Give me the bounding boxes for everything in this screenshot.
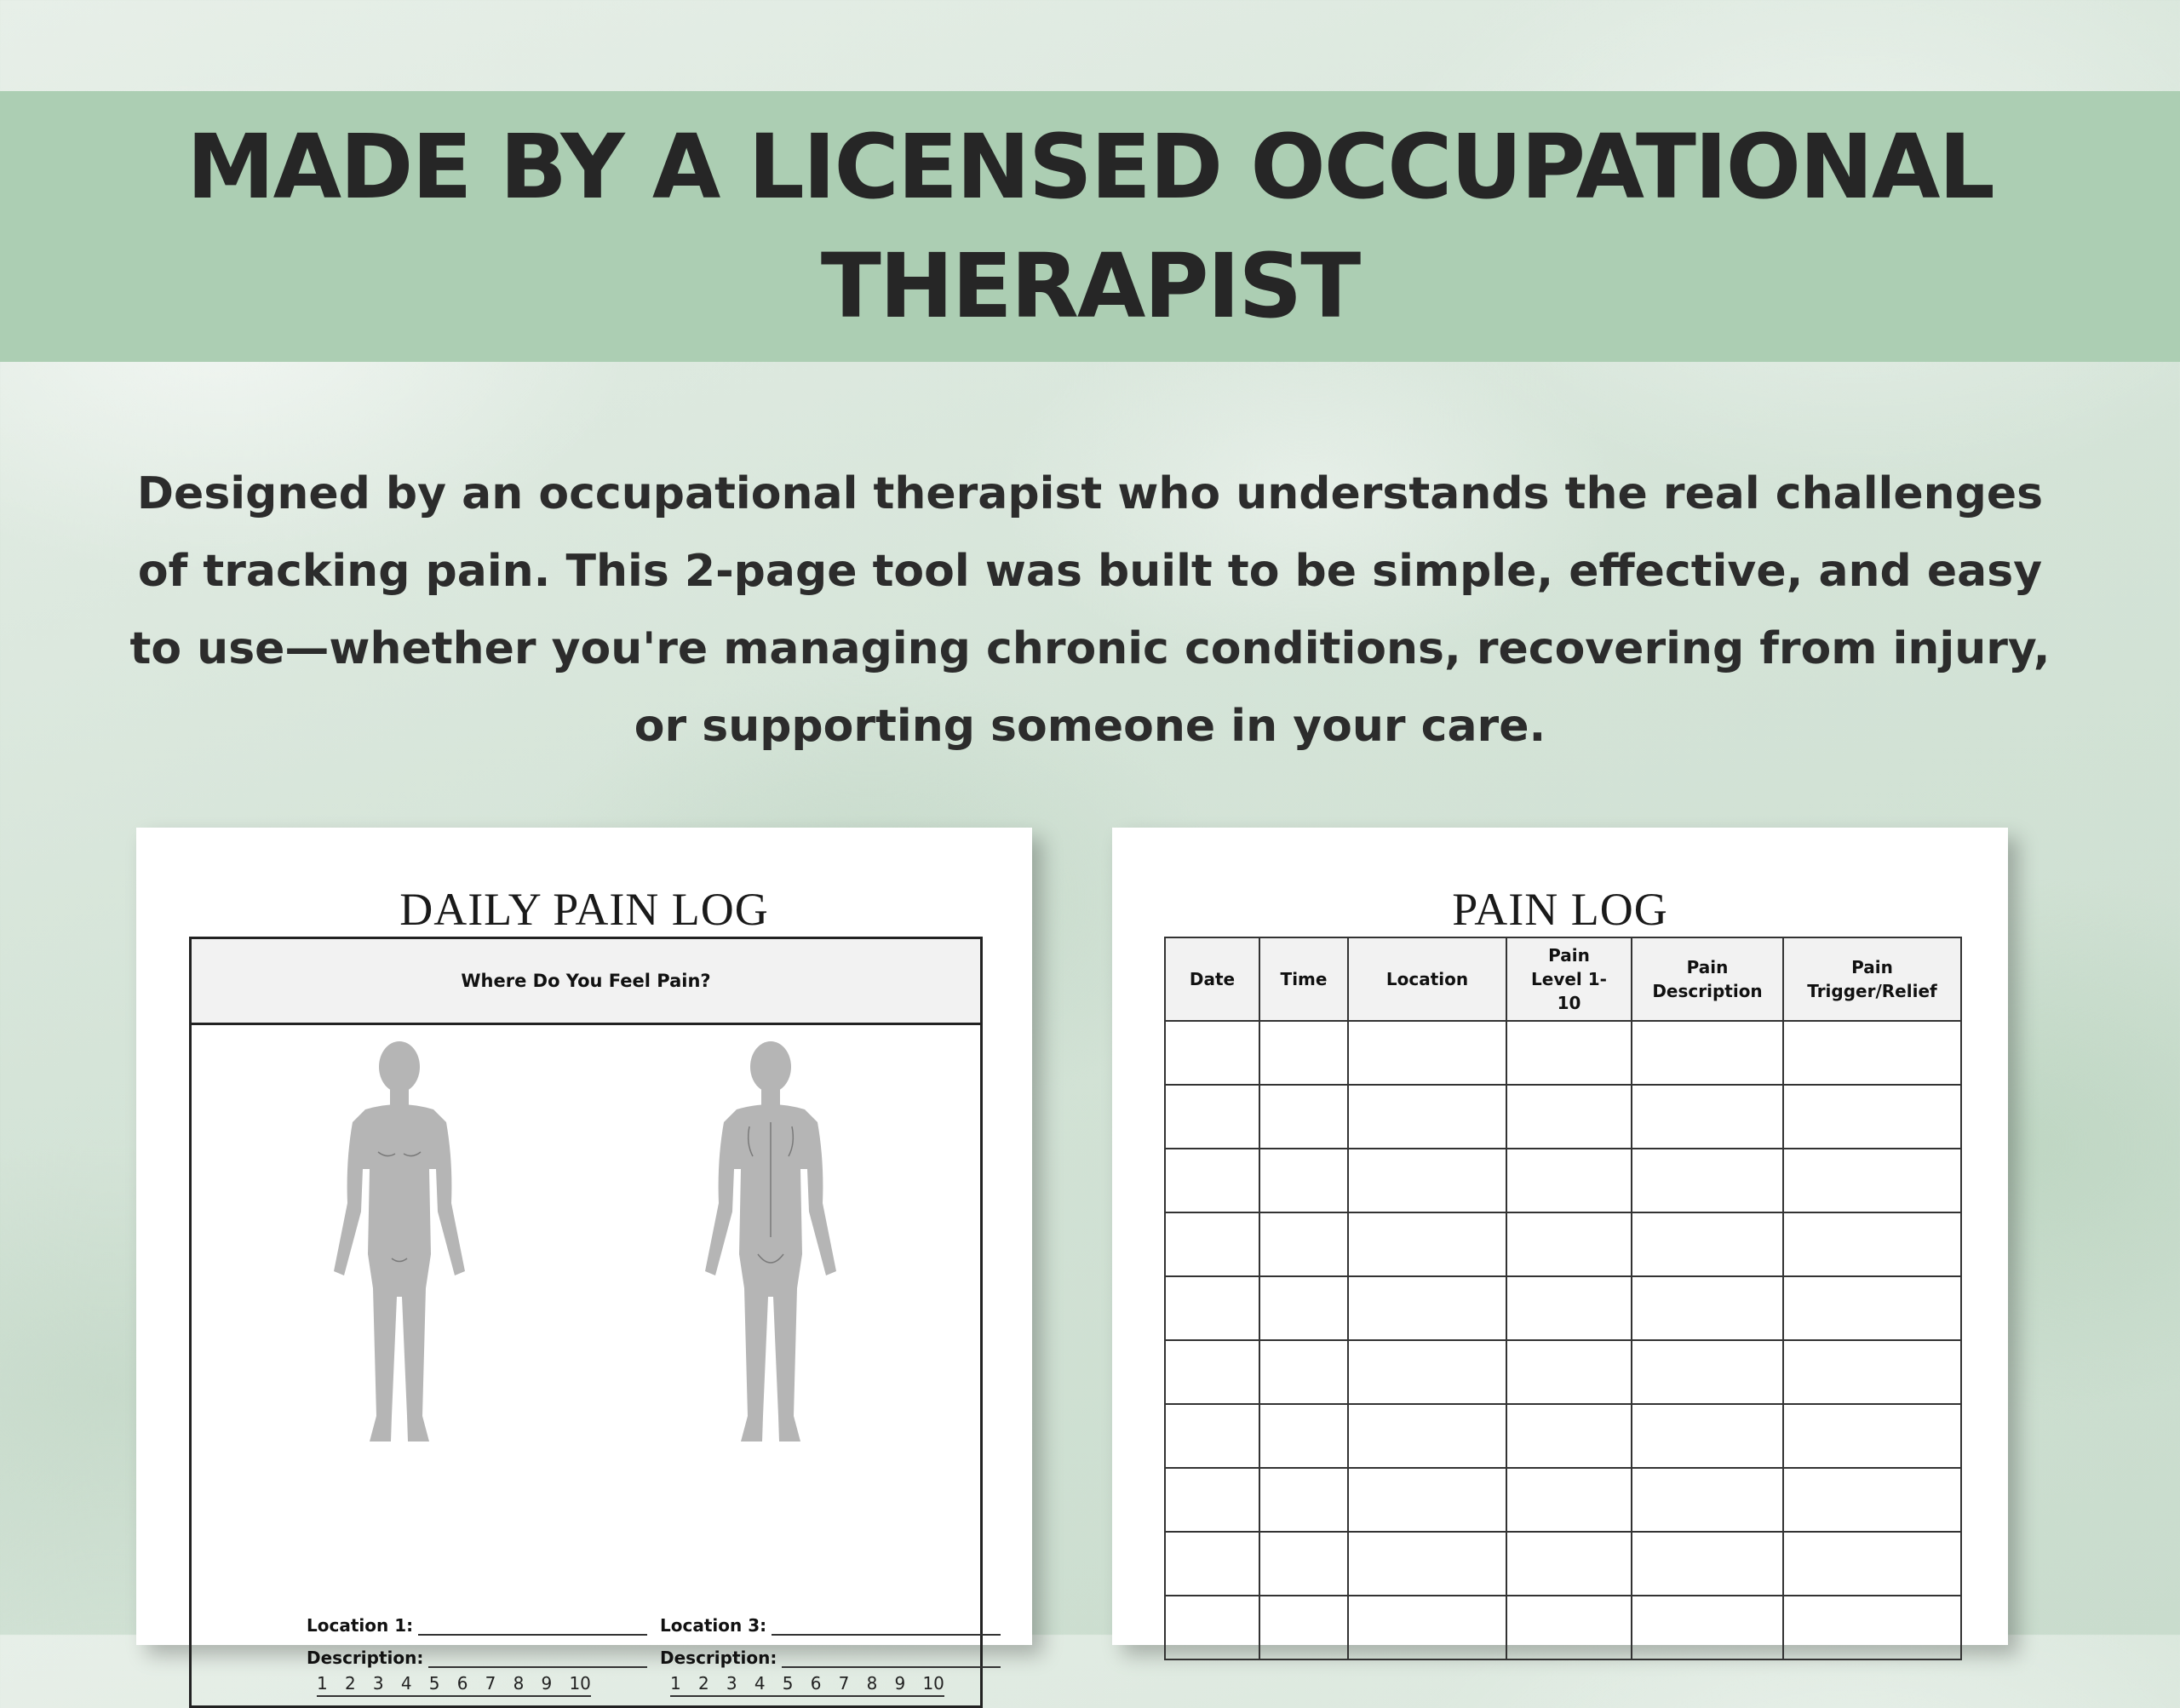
table-cell[interactable] bbox=[1165, 1404, 1259, 1468]
table-cell[interactable] bbox=[1632, 1212, 1783, 1276]
table-row bbox=[1165, 1149, 1961, 1212]
pain-scale-1[interactable] bbox=[317, 1673, 591, 1697]
table-row bbox=[1165, 1596, 1961, 1659]
body-front-icon bbox=[318, 1041, 480, 1450]
scale-value: 10 bbox=[922, 1673, 944, 1694]
table-cell[interactable] bbox=[1165, 1340, 1259, 1404]
banner-title: MADE BY A LICENSED OCCUPATIONAL THERAPIST bbox=[186, 115, 1994, 338]
table-cell[interactable] bbox=[1632, 1021, 1783, 1085]
table-cell[interactable] bbox=[1783, 1085, 1961, 1149]
table-cell[interactable] bbox=[1506, 1532, 1632, 1596]
table-cell[interactable] bbox=[1165, 1468, 1259, 1532]
table-cell[interactable] bbox=[1165, 1212, 1259, 1276]
table-cell[interactable] bbox=[1783, 1340, 1961, 1404]
column-header bbox=[1632, 937, 1783, 1021]
table-cell[interactable] bbox=[1348, 1340, 1506, 1404]
table-cell[interactable] bbox=[1783, 1212, 1961, 1276]
table-cell[interactable] bbox=[1165, 1276, 1259, 1340]
table-cell[interactable] bbox=[1783, 1021, 1961, 1085]
scale-value: 3 bbox=[372, 1673, 384, 1694]
table-cell[interactable] bbox=[1348, 1085, 1506, 1149]
table-cell[interactable] bbox=[1348, 1468, 1506, 1532]
table-cell[interactable] bbox=[1259, 1596, 1348, 1659]
scale-value: 2 bbox=[697, 1673, 709, 1694]
scale-value: 8 bbox=[866, 1673, 878, 1694]
table-cell[interactable] bbox=[1259, 1085, 1348, 1149]
table-cell[interactable] bbox=[1506, 1468, 1632, 1532]
table-cell[interactable] bbox=[1165, 1596, 1259, 1659]
scale-value: 4 bbox=[400, 1673, 412, 1694]
table-cell[interactable] bbox=[1506, 1149, 1632, 1212]
intro-paragraph: Designed by an occupational therapist who understands the real challenges of tracking pain. This 2-page tool was built to be simple, effective, and easy to use—whether you're managing chronic conditions, recovering from injury, or supporting someone in your care. bbox=[129, 468, 2051, 752]
pain-log-sheet bbox=[1112, 828, 2008, 1645]
column-header: Date bbox=[1165, 937, 1259, 1021]
table-cell[interactable] bbox=[1259, 1212, 1348, 1276]
table-cell[interactable] bbox=[1348, 1021, 1506, 1085]
table-row bbox=[1165, 1021, 1961, 1085]
table-cell[interactable] bbox=[1259, 1468, 1348, 1532]
table-cell[interactable] bbox=[1783, 1532, 1961, 1596]
pain-log-title: PAIN LOG bbox=[1452, 884, 1668, 935]
scale-value: 1 bbox=[317, 1673, 328, 1694]
table-row bbox=[1165, 1404, 1961, 1468]
table-cell[interactable] bbox=[1165, 1532, 1259, 1596]
table-cell[interactable] bbox=[1348, 1404, 1506, 1468]
column-header: Location bbox=[1348, 937, 1506, 1021]
description-1-field[interactable] bbox=[428, 1646, 647, 1668]
table-cell[interactable] bbox=[1506, 1085, 1632, 1149]
column-header-text: Pain Description bbox=[1652, 957, 1763, 1001]
table-cell[interactable] bbox=[1632, 1149, 1783, 1212]
daily-pain-log-sheet bbox=[136, 828, 1032, 1694]
table-cell[interactable] bbox=[1348, 1149, 1506, 1212]
table-cell[interactable] bbox=[1783, 1596, 1961, 1659]
table-cell[interactable] bbox=[1259, 1021, 1348, 1085]
table-cell[interactable] bbox=[1506, 1276, 1632, 1340]
table-header-row bbox=[1165, 937, 1961, 1021]
scale-value: 7 bbox=[838, 1673, 850, 1694]
table-cell[interactable] bbox=[1348, 1596, 1506, 1659]
table-cell[interactable] bbox=[1165, 1149, 1259, 1212]
table-cell[interactable] bbox=[1783, 1276, 1961, 1340]
scale-value: 5 bbox=[782, 1673, 794, 1694]
description-3-field[interactable] bbox=[782, 1646, 1001, 1668]
table-cell[interactable] bbox=[1259, 1532, 1348, 1596]
table-cell[interactable] bbox=[1783, 1404, 1961, 1468]
scale-value: 9 bbox=[894, 1673, 906, 1694]
scale-value: 6 bbox=[456, 1673, 468, 1694]
table-row bbox=[1165, 1085, 1961, 1149]
table-cell[interactable] bbox=[1632, 1085, 1783, 1149]
location-3-label: Location 3: bbox=[660, 1615, 767, 1636]
location-3-field[interactable] bbox=[772, 1613, 1001, 1636]
scale-value: 3 bbox=[726, 1673, 737, 1694]
table-cell[interactable] bbox=[1506, 1340, 1632, 1404]
scale-value: 10 bbox=[569, 1673, 591, 1694]
table-row bbox=[1165, 1532, 1961, 1596]
scale-value: 2 bbox=[344, 1673, 356, 1694]
scale-value: 4 bbox=[754, 1673, 766, 1694]
scale-value: 5 bbox=[428, 1673, 440, 1694]
table-cell[interactable] bbox=[1506, 1404, 1632, 1468]
pain-log-table bbox=[1164, 937, 1962, 1660]
column-header bbox=[1783, 937, 1961, 1021]
table-cell[interactable] bbox=[1348, 1212, 1506, 1276]
table-cell[interactable] bbox=[1165, 1021, 1259, 1085]
table-cell[interactable] bbox=[1259, 1149, 1348, 1212]
scale-value: 9 bbox=[541, 1673, 553, 1694]
table-cell[interactable] bbox=[1632, 1276, 1783, 1340]
body-map-header: Where Do You Feel Pain? bbox=[192, 939, 980, 1025]
scale-value: 7 bbox=[485, 1673, 496, 1694]
scale-value: 6 bbox=[810, 1673, 822, 1694]
column-header-text: Pain Trigger/Relief bbox=[1807, 957, 1937, 1001]
table-cell[interactable] bbox=[1259, 1340, 1348, 1404]
pain-scale-3[interactable] bbox=[670, 1673, 944, 1697]
scale-value: 8 bbox=[513, 1673, 525, 1694]
table-row bbox=[1165, 1340, 1961, 1404]
column-header bbox=[1506, 937, 1632, 1021]
table-cell[interactable] bbox=[1632, 1340, 1783, 1404]
header-banner bbox=[0, 91, 2180, 362]
table-row bbox=[1165, 1468, 1961, 1532]
pain-log-body bbox=[1165, 1021, 1961, 1659]
description-3-label: Description: bbox=[660, 1648, 777, 1668]
column-header-text: Pain Level 1-10 bbox=[1531, 945, 1607, 1013]
scale-value: 1 bbox=[670, 1673, 681, 1694]
column-header: Time bbox=[1259, 937, 1348, 1021]
table-cell[interactable] bbox=[1783, 1468, 1961, 1532]
table-cell[interactable] bbox=[1632, 1596, 1783, 1659]
table-cell[interactable] bbox=[1506, 1021, 1632, 1085]
table-cell[interactable] bbox=[1632, 1468, 1783, 1532]
table-cell[interactable] bbox=[1632, 1532, 1783, 1596]
table-cell[interactable] bbox=[1348, 1532, 1506, 1596]
daily-pain-log-title: DAILY PAIN LOG bbox=[399, 884, 769, 935]
table-cell[interactable] bbox=[1506, 1212, 1632, 1276]
location-3-block bbox=[660, 1603, 1001, 1697]
table-cell[interactable] bbox=[1165, 1085, 1259, 1149]
location-1-block bbox=[307, 1603, 647, 1697]
body-back-icon bbox=[690, 1041, 852, 1450]
table-cell[interactable] bbox=[1259, 1404, 1348, 1468]
table-row bbox=[1165, 1276, 1961, 1340]
table-cell[interactable] bbox=[1348, 1276, 1506, 1340]
table-cell[interactable] bbox=[1783, 1149, 1961, 1212]
location-1-label: Location 1: bbox=[307, 1615, 414, 1636]
location-1-field[interactable] bbox=[418, 1613, 647, 1636]
table-cell[interactable] bbox=[1632, 1404, 1783, 1468]
table-cell[interactable] bbox=[1506, 1596, 1632, 1659]
table-row bbox=[1165, 1212, 1961, 1276]
body-map-box bbox=[189, 937, 983, 1708]
table-cell[interactable] bbox=[1259, 1276, 1348, 1340]
description-1-label: Description: bbox=[307, 1648, 424, 1668]
